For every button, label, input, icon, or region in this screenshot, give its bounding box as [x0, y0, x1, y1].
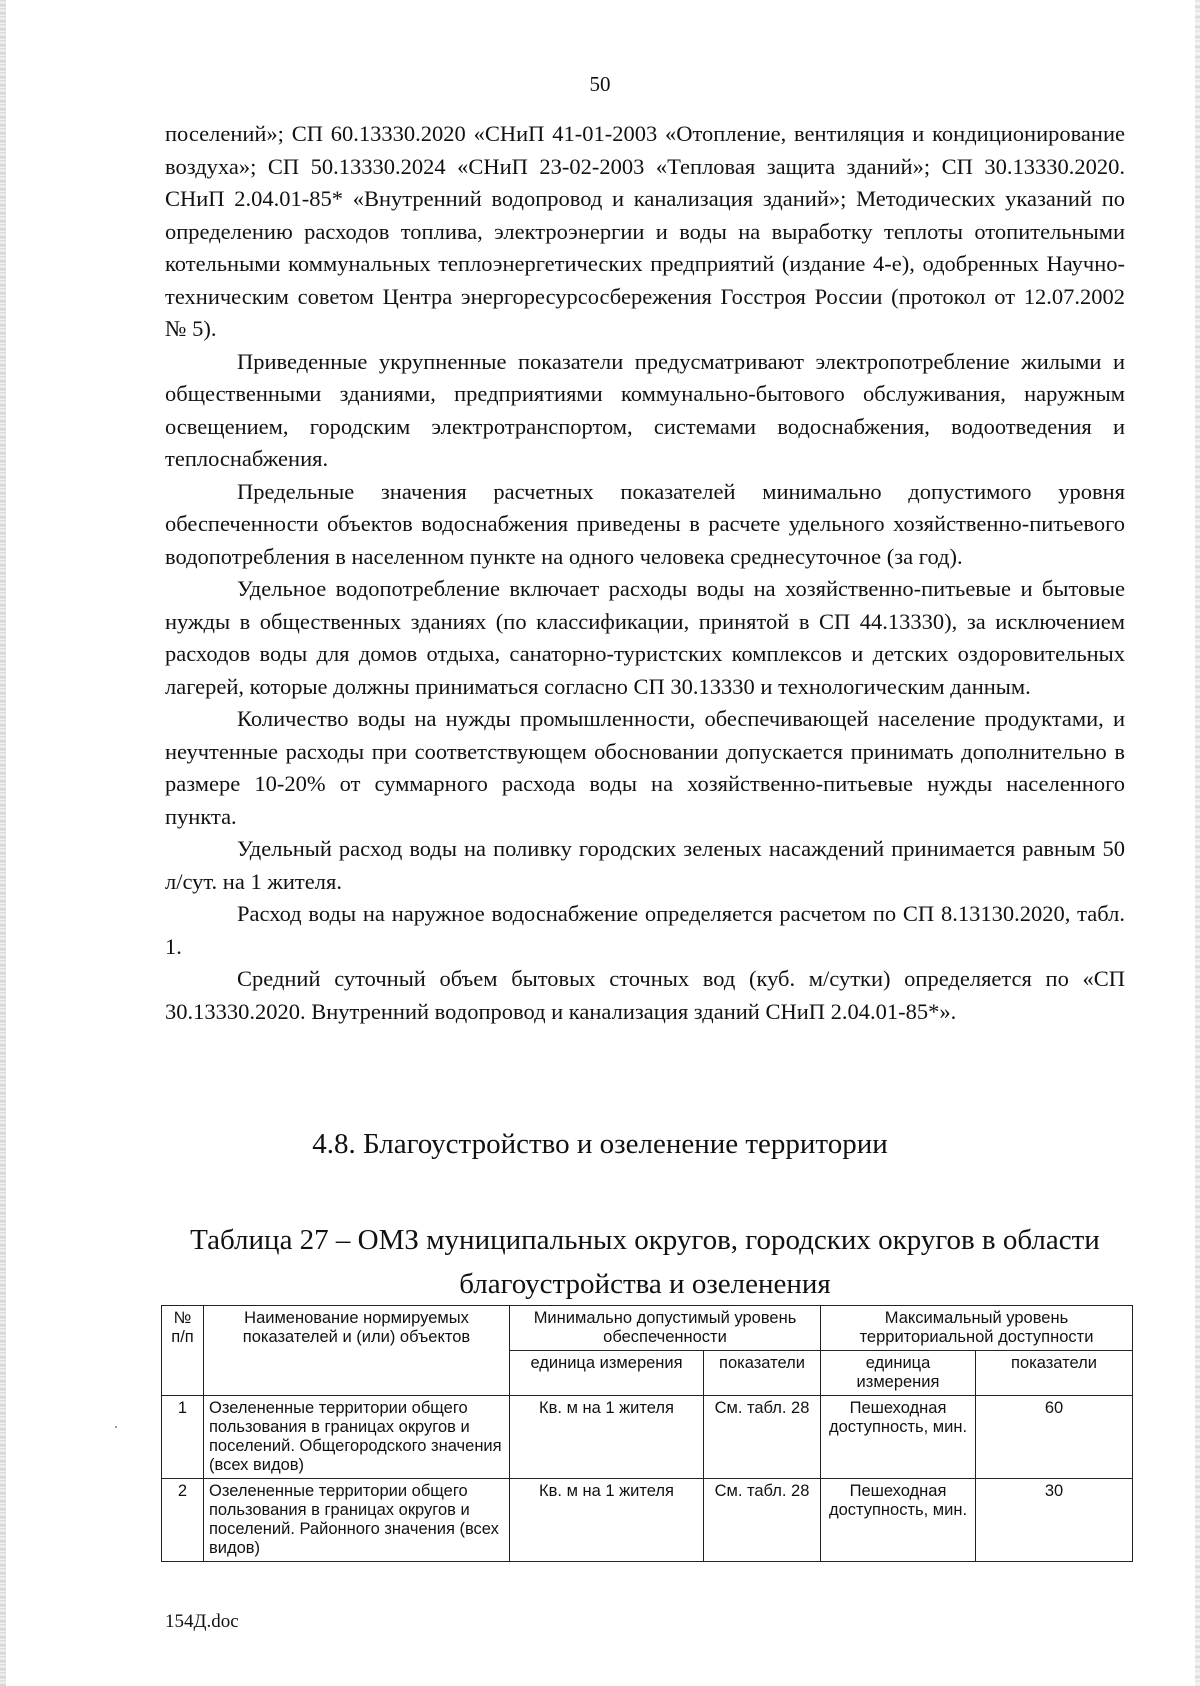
table-header-row: [162, 1306, 1133, 1351]
header-min-unit: единица измерения: [510, 1351, 704, 1396]
cell-min-value: См. табл. 28: [704, 1479, 821, 1562]
cell-max-value: 60: [976, 1396, 1133, 1479]
paragraph: Количество воды на нужды промышленности, обеспечивающей население продуктами, и неучтенные расходы при соответствующем обосновании допускается принимать дополнительно в размере 10-20% от суммарного расхода воды на хозяйственно-питьевые нужды населенного пункта.: [165, 706, 1125, 829]
cell-name: Озелененные территории общего пользования в границах округов и поселений. Общегородского значения (всех видов): [204, 1396, 510, 1479]
paragraph: Приведенные укрупненные показатели предусматривают электропотребление жилыми и общественными зданиями, предприятиями коммунально-бытового обслуживания, наружным освещением, городским электротранспортом, системами водоснабжения, водоотведения и теплоснабжения.: [165, 348, 1125, 471]
header-num: № п/п: [162, 1306, 204, 1396]
paragraph: поселений»; СП 60.13330.2020 «СНиП 41-01-2003 «Отопление, вентиляция и кондиционирование воздуха»; СП 50.13330.2024 «СНиП 23-02-2003 «Тепловая защита зданий»; СП 30.13330.2020. СНиП 2.04.01-85* «Внутренний водопровод и канализация зданий»; Методических указаний по определению расходов топлива, электроэнергии и воды на выработку теплоты отопительными котельными коммунальных теплоэнергетических предприятий (издание 4-е), одобренных Научно-техническим советом Центра энергоресурсосбережения Госстроя России (протокол от 12.07.2002 № 5).: [165, 121, 1125, 341]
header-min-value: показатели: [704, 1351, 821, 1396]
section-heading: 4.8. Благоустройство и озеленение территории: [312, 1128, 888, 1160]
table-row: [162, 1479, 1133, 1562]
cell-max-value: 30: [976, 1479, 1133, 1562]
page-number: 50: [589, 72, 611, 96]
cell-min-unit: Кв. м на 1 жителя: [510, 1396, 704, 1479]
scan-left-edge: [0, 0, 6, 1686]
cell-max-unit: Пешеходная доступность, мин.: [821, 1396, 976, 1479]
header-min-group: Минимально допустимый уровень обеспеченности: [510, 1306, 821, 1351]
norms-table: [161, 1305, 1133, 1562]
header-max-unit: единица измерения: [821, 1351, 976, 1396]
cell-min-value: См. табл. 28: [704, 1396, 821, 1479]
cell-num: 2: [162, 1479, 204, 1562]
cell-num: 1: [162, 1396, 204, 1479]
paragraph: Удельный расход воды на поливку городских зеленых насаждений принимается равным 50 л/сут. на 1 жителя.: [165, 836, 1125, 894]
cell-name: Озелененные территории общего пользования в границах округов и поселений. Районного значения (всех видов): [204, 1479, 510, 1562]
paragraph: Удельное водопотребление включает расходы воды на хозяйственно-питьевые и бытовые нужды в общественных зданиях (по классификации, принятой в СП 44.13330), за исключением расходов воды для домов отдыха, санаторно-туристских комплексов и детских оздоровительных лагерей, которые должны приниматься согласно СП 30.13330 и технологическим данным.: [165, 576, 1125, 699]
paragraph: Средний суточный объем бытовых сточных вод (куб. м/сутки) определяется по «СП 30.13330.2020. Внутренний водопровод и канализация зданий СНиП 2.04.01-85*».: [165, 966, 1125, 1024]
footer-filename: 154Д.doc: [165, 1611, 239, 1632]
table-row: [162, 1396, 1133, 1479]
body-text: [165, 118, 1125, 1028]
header-max-value: показатели: [976, 1351, 1133, 1396]
paragraph: Расход воды на наружное водоснабжение определяется расчетом по СП 8.13130.2020, табл. 1.: [165, 901, 1125, 959]
cell-min-unit: Кв. м на 1 жителя: [510, 1479, 704, 1562]
table-caption: Таблица 27 – ОМЗ муниципальных округов, городских округов в области благоустройства и озеленения: [190, 1224, 1100, 1300]
scan-speck: [115, 1426, 117, 1428]
header-name: Наименование нормируемых показателей и (или) объектов: [204, 1306, 510, 1396]
cell-max-unit: Пешеходная доступность, мин.: [821, 1479, 976, 1562]
header-max-group: Максимальный уровень территориальной доступности: [821, 1306, 1133, 1351]
scan-right-edge: [1195, 0, 1200, 1686]
paragraph: Предельные значения расчетных показателей минимально допустимого уровня обеспеченности объектов водоснабжения приведены в расчете удельного хозяйственно-питьевого водопотребления в населенном пункте на одного человека среднесуточное (за год).: [165, 478, 1125, 569]
